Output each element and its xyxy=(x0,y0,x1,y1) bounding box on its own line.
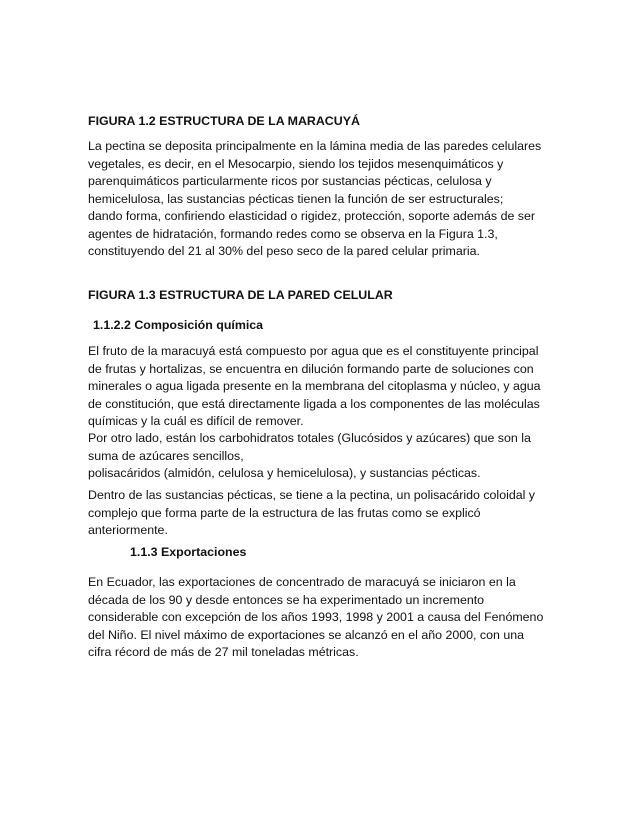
paragraph-line: químicas y la cuál es difícil de remover. xyxy=(88,414,304,428)
paragraph-line: década de los 90 y desde entonces se ha experimentado un incremento xyxy=(88,592,485,607)
paragraph-line: La pectina se deposita principalmente en la lámina media de las paredes celulares xyxy=(88,139,542,153)
paragraph-line: de constitución, que está directamente ligada a los componentes de las moléculas xyxy=(88,396,540,411)
paragraph-line: cifra récord de más de 27 mil toneladas métricas. xyxy=(88,645,359,659)
paragraph-line: anteriormente. xyxy=(88,523,168,537)
paragraph-line: hemicelulosa, las sustancias pécticas tienen la función de ser estructurales; xyxy=(88,191,504,206)
paragraph-pectina xyxy=(88,138,558,261)
paragraph-line: suma de azúcares sencillos, xyxy=(88,448,244,463)
paragraph-carbohidratos xyxy=(88,430,558,483)
paragraph-pectina-coloidal xyxy=(88,487,558,540)
section-1-1-2-2-heading: 1.1.2.2 Composición química xyxy=(93,318,264,332)
section-1-1-3-heading: 1.1.3 Exportaciones xyxy=(130,545,247,559)
paragraph-line: considerable con excepción de los años 1993, 1998 y 2001 a causa del Fenómeno xyxy=(88,610,544,624)
paragraph-line: vegetales, es decir, en el Mesocarpio, siendo los tejidos mesenquimáticos y xyxy=(88,156,504,171)
paragraph-line: polisacáridos (almidón, celulosa y hemicelulosa), y sustancias pécticas. xyxy=(88,466,481,480)
paragraph-line: En Ecuador, las exportaciones de concentrado de maracuyá se iniciaron en la xyxy=(88,575,516,589)
paragraph-line: parenquimáticos particularmente ricos por sustancias pécticas, celulosa y xyxy=(88,174,492,188)
paragraph-line: minerales o agua ligada presente en la membrana del citoplasma y núcleo, y agua xyxy=(88,379,541,393)
paragraph-line: dando forma, confiriendo elasticidad o rigidez, protección, soporte además de ser xyxy=(88,209,536,223)
paragraph-line: constituyendo del 21 al 30% del peso seco de la pared celular primaria. xyxy=(88,244,480,258)
paragraph-line: del Niño. El nivel máximo de exportaciones se alcanzó en el año 2000, con una xyxy=(88,627,525,642)
paragraph-exportaciones xyxy=(88,574,558,662)
paragraph-composicion xyxy=(88,343,558,431)
paragraph-line: Dentro de las sustancias pécticas, se tiene a la pectina, un polisacárido coloidal y xyxy=(88,488,536,502)
paragraph-line: Por otro lado, están los carbohidratos totales (Glucósidos y azúcares) que son la xyxy=(88,431,531,445)
paragraph-line: de frutas y hortalizas, se encuentra en dilución formando parte de soluciones con xyxy=(88,361,534,376)
paragraph-line: El fruto de la maracuyá está compuesto por agua que es el constituyente principal xyxy=(88,344,539,358)
figure-1-3-heading: FIGURA 1.3 ESTRUCTURA DE LA PARED CELULAR xyxy=(88,288,393,302)
figure-1-2-heading: FIGURA 1.2 ESTRUCTURA DE LA MARACUYÁ xyxy=(88,114,360,128)
paragraph-line: complejo que forma parte de la estructura de las frutas como se explicó xyxy=(88,505,481,520)
paragraph-line: agentes de hidratación, formando redes como se observa en la Figura 1.3, xyxy=(88,226,498,241)
